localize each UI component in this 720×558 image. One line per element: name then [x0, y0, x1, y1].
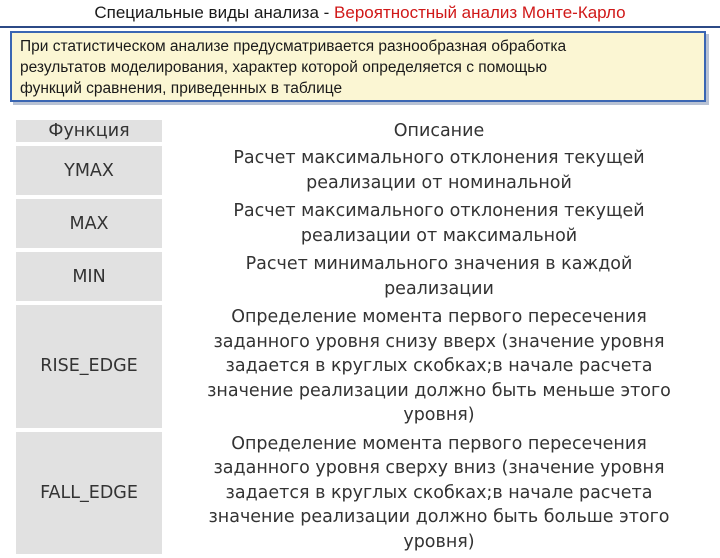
title-divider [0, 26, 720, 28]
column-gap [162, 252, 174, 301]
table-row [16, 432, 704, 555]
description-line: реализации от максимальной [300, 225, 578, 246]
description-line: Определение момента первого пересечения [231, 307, 647, 327]
description-line: Расчет максимального отклонения текущей [233, 201, 645, 221]
description-line: реализации [384, 278, 494, 299]
table-row [16, 199, 704, 248]
intro-line: При статистическом анализе предусматривается разнообразная обработка [20, 38, 567, 55]
description-line: Определение момента первого пересечения [231, 433, 647, 454]
description-line: реализации от номинальной [306, 172, 572, 193]
description-line: значение реализации должно быть меньше этого [207, 380, 671, 401]
table-row [16, 305, 704, 428]
column-gap [162, 120, 174, 142]
description-line: задается в круглых скобках;в начале расчета [225, 482, 653, 503]
description-line: уровня) [403, 405, 475, 425]
intro-line: функций сравнения, приведенных в таблице [20, 80, 343, 97]
function-name: MIN [16, 252, 162, 301]
description-line: задается в круглых скобках;в начале расчета [225, 356, 653, 376]
function-name: MAX [16, 199, 162, 248]
column-gap [162, 432, 174, 555]
header-description: Описание [174, 120, 704, 142]
header-function: Функция [16, 120, 162, 142]
column-gap [162, 305, 174, 428]
description-line: Расчет минимального значения в каждой [245, 254, 633, 274]
function-description [174, 305, 704, 428]
function-description [174, 146, 704, 195]
table-row [16, 146, 704, 195]
function-name: FALL_EDGE [16, 432, 162, 555]
description-line: значение реализации должно быть больше этого [208, 507, 670, 527]
column-gap [162, 146, 174, 195]
intro-line: результатов моделирования, характер которой определяется с помощью [20, 59, 548, 76]
slide-title-accent: Вероятностный анализ Монте-Карло [334, 3, 626, 22]
description-line: Расчет максимального отклонения текущей [233, 148, 645, 168]
slide-title [0, 0, 720, 26]
function-description [174, 199, 704, 248]
function-name: YMAX [16, 146, 162, 195]
table-row [16, 252, 704, 301]
column-gap [162, 199, 174, 248]
intro-callout [10, 31, 706, 102]
function-description [174, 432, 704, 555]
function-description [174, 252, 704, 301]
function-name: RISE_EDGE [16, 305, 162, 428]
description-line: заданного уровня снизу вверх (значение уровня [213, 331, 665, 352]
description-line: уровня) [403, 531, 475, 552]
slide-title-main: Специальные виды анализа - [94, 3, 335, 22]
functions-table [16, 116, 704, 558]
description-line: заданного уровня сверху вниз (значение уровня [213, 458, 665, 478]
table-header-row [16, 120, 704, 142]
